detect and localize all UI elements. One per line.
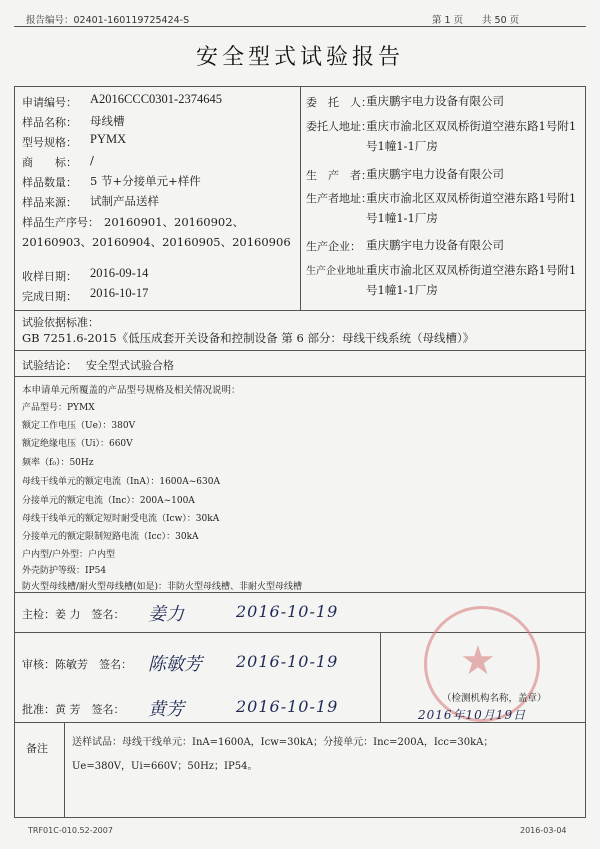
conclusion-label: 试验结论： [22, 359, 77, 372]
seal-star-icon: ★ [460, 638, 496, 684]
seal-date: 2016年10月19日 [418, 708, 527, 722]
quantity-value: 5 节+分接单元+样件 [90, 174, 201, 188]
coverage-item: 额定绝缘电压（Ui）：660V [22, 439, 133, 449]
coverage-item: 户内型/户外型：户内型 [22, 550, 116, 560]
application-no-label: 申请编号： [22, 96, 77, 109]
coverage-item: 额定工作电压（Ue）：380V [22, 421, 136, 431]
producer-address-label: 生产者地址： [306, 192, 372, 205]
remarks-label: 备注 [26, 742, 48, 755]
inspector-date: 2016-10-19 [236, 602, 339, 621]
approver-label: 批准：黄 芳 签名： [22, 703, 125, 716]
coverage-item: 分接单元的额定限制短路电流（Icc）：30kA [22, 532, 199, 542]
page-title: 安全型式试验报告 [195, 45, 404, 70]
coverage-intro: 本申请单元所覆盖的产品型号规格及相关情况说明： [22, 385, 241, 396]
sample-name-label: 样品名称： [22, 116, 77, 129]
form-code: TRF01C-010.52-2007 [28, 826, 113, 835]
source-value: 试制产品送样 [90, 194, 159, 208]
production-no-label: 样品生产序号： [22, 216, 99, 229]
coverage-item: 母线干线单元的额定电流（InA）：1600A~630A [22, 477, 220, 487]
rule-conclusion [14, 376, 586, 377]
conclusion-value: 安全型式试验合格 [86, 359, 174, 372]
client-address-value: 重庆市渝北区双凤桥街道空港东路1号附1号1幢1-1厂房 [366, 119, 577, 153]
column-divider [300, 86, 301, 310]
application-no-value: A2016CCC0301-2374645 [90, 92, 222, 106]
inspector-label: 主检：姜 力 签名： [22, 608, 125, 621]
coverage-item: 频率（f₀）：50Hz [22, 458, 94, 468]
factory-value: 重庆鹏宇电力设备有限公司 [366, 238, 504, 252]
total-pages: 共 50 页 [482, 15, 520, 26]
coverage-item: 产品型号：PYMX [22, 403, 95, 413]
trademark-value: / [90, 153, 94, 167]
client-label: 委 托 人： [306, 96, 372, 109]
remarks-line-1: 送样试品：母线干线单元：InA=1600A，Icw=30kA；分接单元：Inc=200A，Icc=30kA； [72, 737, 494, 748]
rule-standard [14, 350, 586, 351]
completed-value: 2016-10-17 [90, 286, 149, 300]
production-no-value: 20160901、20160902、20160903、20160904、20160905、20160906 [22, 215, 291, 249]
remarks-divider [64, 722, 65, 818]
rule-coverage [14, 592, 586, 593]
inspector-signature: 姜力 [148, 604, 184, 625]
approver-signature: 黄芳 [148, 699, 184, 720]
standard-value: GB 7251.6-2015《低压成套开关设备和控制设备 第 6 部分：母线干线系统（母线槽）》 [22, 331, 475, 345]
completed-label: 完成日期： [22, 290, 77, 303]
factory-address-label: 生产企业地址： [306, 266, 376, 277]
received-value: 2016-09-14 [90, 266, 149, 280]
coverage-item: 分接单元的额定电流（Inc）：200A~100A [22, 496, 195, 506]
trademark-label: 商 标： [22, 156, 77, 169]
producer-label: 生 产 者： [306, 169, 372, 182]
factory-address-value: 重庆市渝北区双凤桥街道空港东路1号附1号1幢1-1厂房 [366, 263, 577, 297]
source-label: 样品来源： [22, 196, 77, 209]
reviewer-label: 审核：陈敏芳 签名： [22, 658, 132, 671]
client-address-label: 委托人地址： [306, 120, 372, 133]
model-value: PYMX [90, 132, 127, 146]
remarks-line-2: Ue=380V，Ui=660V；50Hz；IP54。 [72, 761, 258, 772]
coverage-item: 防火型母线槽/耐火型母线槽(如是)：非防火型母线槽、非耐火型母线槽 [22, 582, 303, 592]
quantity-label: 样品数量： [22, 176, 77, 189]
reviewer-date: 2016-10-19 [236, 652, 339, 671]
sample-name-value: 母线槽 [90, 114, 125, 128]
seal-note: （检测机构名称，盖章） [442, 693, 547, 704]
rule-info [14, 310, 586, 311]
approver-date: 2016-10-19 [236, 697, 339, 716]
coverage-item: 外壳防护等级：IP54 [22, 566, 107, 576]
standard-label: 试验依据标准： [22, 316, 99, 329]
reviewer-signature: 陈敏芳 [148, 654, 202, 675]
producer-address-value: 重庆市渝北区双凤桥街道空港东路1号附1号1幢1-1厂房 [366, 191, 577, 225]
report-number: 报告编号：02401-160119725424-S [26, 15, 190, 26]
received-label: 收样日期： [22, 270, 77, 283]
page-number: 第 1 页 [432, 15, 464, 26]
coverage-item: 母线干线单元的额定短时耐受电流（Icw）：30kA [22, 514, 220, 524]
model-label: 型号规格： [22, 136, 77, 149]
client-value: 重庆鹏宇电力设备有限公司 [366, 94, 504, 108]
header-rule [14, 26, 586, 27]
signature-divider [380, 632, 381, 722]
producer-value: 重庆鹏宇电力设备有限公司 [366, 167, 504, 181]
factory-label: 生产企业： [306, 240, 361, 253]
form-date: 2016-03-04 [520, 826, 567, 835]
